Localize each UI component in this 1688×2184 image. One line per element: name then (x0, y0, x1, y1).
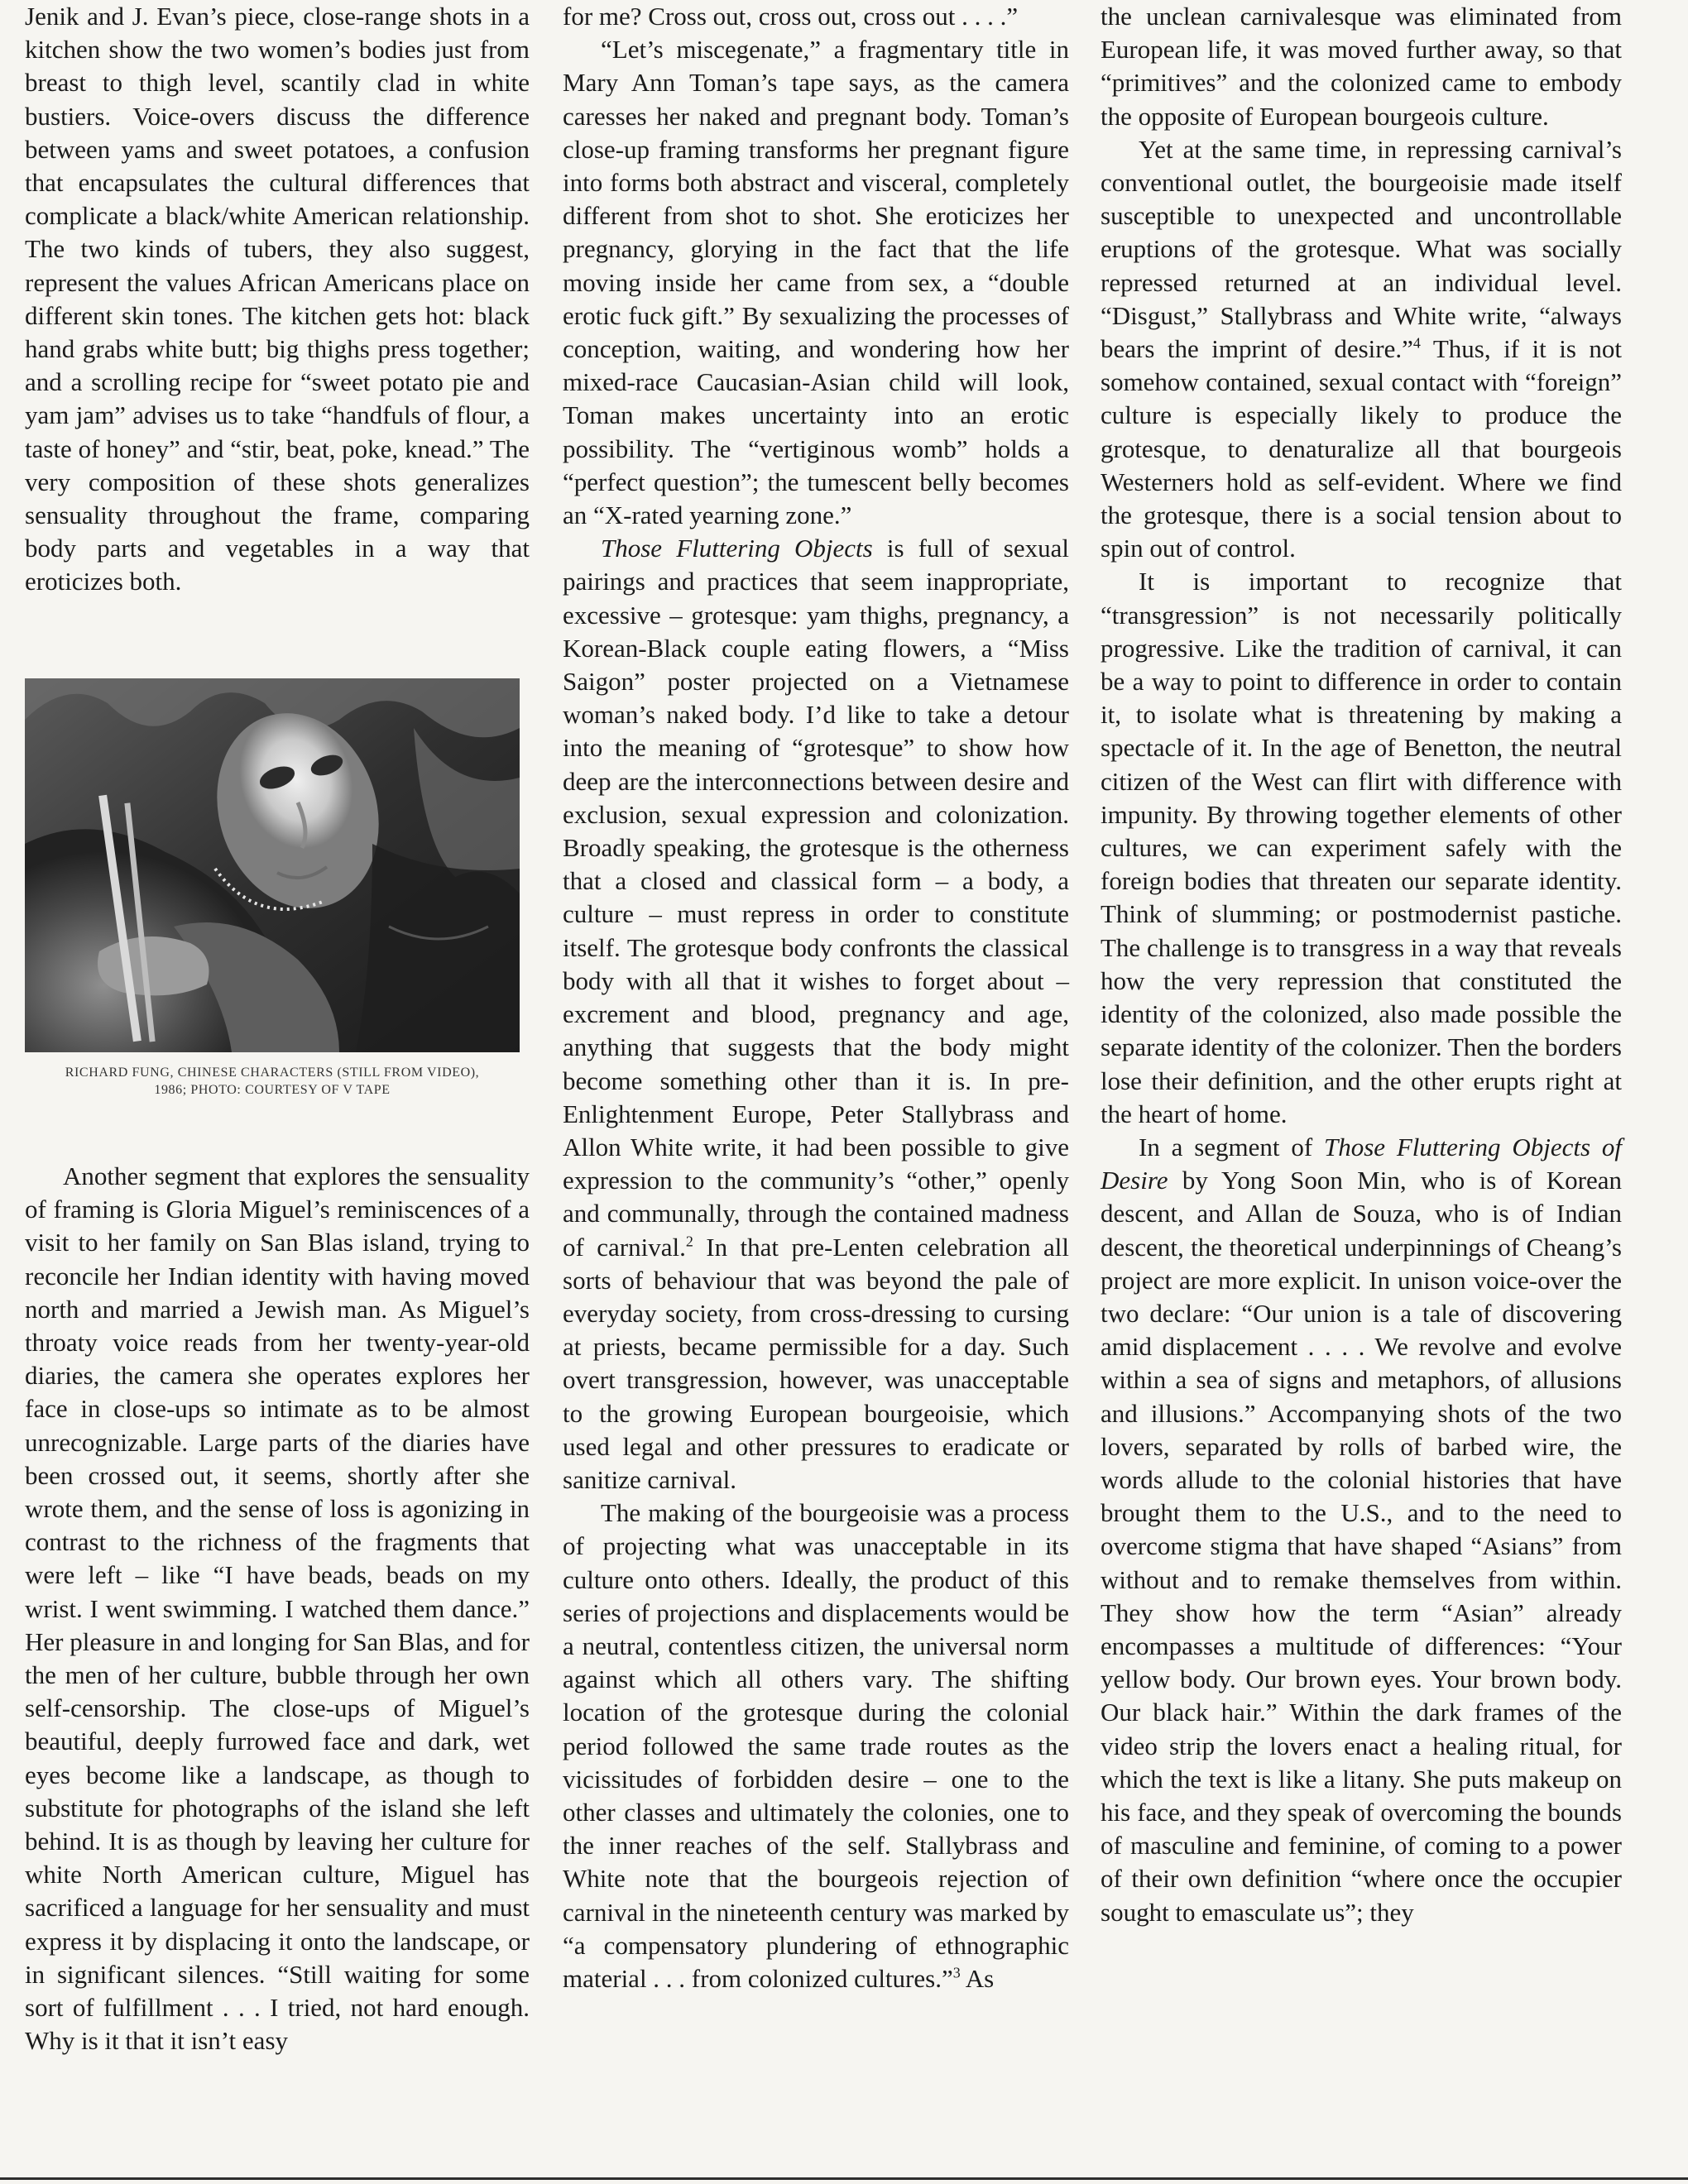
column-3-paragraph-1: the unclean carnivalesque was eliminated from European life, it was moved further away, so that “primitives” and the colonized came to embody the opposite of European bourgeois culture. (1101, 2, 1622, 131)
column-3-paragraph-3: It is important to recognize that “transgression” is not necessarily politically progressive. Like the tradition of carnival, it can be a way to point to difference in order to contain it, to isolate what is threatening by making a spectacle of it. In the age of Benetton, the neutral citizen of the West can flirt with difference with impunity. By throwing together elements of other cultures, we can experiment safely with the foreign bodies that threaten our separate identity. Think of slumming; or postmodernist pastiche. The challenge is to transgress in a way that reveals how the very repression that constituted the identity of the colonized, also made possible the separate identity of the colonizer. Then the borders lose their definition, and the other erupts right at the heart of home. (1101, 567, 1622, 1128)
footnote-marker: 2 (685, 1233, 693, 1250)
figure-caption (25, 1064, 520, 1099)
video-still-photo (25, 678, 520, 1052)
column-2-paragraph-1: for me? Cross out, cross out, cross out . . . .” (563, 2, 1019, 31)
column-3-paragraph-4-lead: In a segment of (1139, 1132, 1324, 1161)
footnote-marker: 4 (1412, 334, 1421, 352)
column-2-paragraph-3-body: is full of sexual pairings and practices that seem inappropriate, excessive – grotesque: yam thighs, pregnancy, a Korean-Black couple eating flowers, a “Miss Saigon” poster projected on a Vietnamese woman’s naked body. I’d like to take a detour into the meaning of “grotesque” to show how deep are the interconnections between desire and exclusion, sexual expression and colonization. Broadly speaking, the grotesque is the otherness that a closed and classical form – a body, a culture – must repress in order to constitute itself. The grotesque body confronts the classical body with all that it wishes to forget about – excrement and blood, pregnancy and age, anything that suggests that the body might become something other than it is. In pre-Enlightenment Europe, Peter Stallybrass and Allon White write, it had been possible to give expression to the community’s “other,” openly and communally, through the contained madness of carnival. (563, 534, 1069, 1262)
column-3-paragraph-2-body: Yet at the same time, in repressing carnival’s conventional outlet, the bourgeoisie made itself susceptible to unexpected and uncontrollable eruptions of the grotesque. What was socially repressed returned at an individual level. “Disgust,” Stallybrass and White write, “always bears the imprint of desire.” (1101, 134, 1622, 364)
column-2-paragraph-4 (563, 1497, 1069, 1995)
column-2-paragraph-4-body: The making of the bourgeoisie was a process of projecting what was unacceptable in its culture onto others. Ideally, the product of this series of projections and displacements would be a neutral, contentless citizen, the universal norm against which all others vary. The shifting location of the grotesque during the colonial period followed the same trade routes as the vicissitudes of forbidden desire – one to the other classes and ultimately the colonies, one to the inner reaches of the self. Stallybrass and White note that the bourgeois rejection of carnival in the nineteenth century was marked by “a compensatory plundering of ethnographic material . . . from colonized cultures.” (563, 1498, 1069, 1993)
column-3-paragraph-2 (1101, 133, 1622, 566)
column-3-paragraph-2-tail: Thus, if it is not somehow contained, sexual contact with “foreign” culture is especially likely to produce the grotesque, to denaturalize all that bourgeois Westerners hold as self-evident. Where we find the grotesque, there is a social tension about to spin out of control. (1101, 334, 1622, 563)
footnote-marker: 3 (952, 1964, 961, 1981)
column-2-paragraph-3 (563, 532, 1069, 1497)
column-2-paragraph-2: “Let’s miscegenate,” a fragmentary title in Mary Ann Toman’s tape says, as the camera caresses her naked and pregnant body. Toman’s close-up framing transforms her pregnant figure into forms both abstract and visceral, completely different from shot to shot. She eroticizes her pregnancy, glorying in the fact that the life moving inside her came from sex, a “double erotic fuck gift.” By sexualizing the processes of conception, waiting, and wondering how her mixed-race Caucasian-Asian child will look, Toman makes uncertainty into an erotic possibility. The “vertiginous womb” holds a “perfect question”; the tumescent belly becomes an “X-rated yearning zone.” (563, 35, 1069, 530)
column-3 (1101, 0, 1622, 1929)
column-2-paragraph-3-tail: In that pre-Lenten celebration all sorts of behaviour that was beyond the pale of everyday society, from cross-dressing to cursing at priests, became permissible for a day. Such overt transgression, however, was unacceptable to the growing European bourgeoisie, which used legal and other pressures to eradicate or sanitize carnival. (563, 1232, 1069, 1494)
column-3-paragraph-4-body: by Yong Soon Min, who is of Korean descent, and Allan de Souza, who is of Indian descent, the theoretical underpinnings of Cheang’s project are more explicit. In unison voice-over the two declare: “Our union is a tale of discovering amid displacement . . . . We revolve and evolve within a sea of signs and metaphors, of allusions and illusions.” Accompanying shots of the two lovers, separated by rolls of barbed wire, the words allude to the colonial histories that have brought them to the U.S., and to the need to overcome stigma that have shaped “Asians” from without and to remake themselves from within. They show how the term “Asian” already encompasses a multitude of differences: “Your yellow body. Our brown eyes. Your brown body. Our black hair.” Within the dark frames of the video strip the lovers enact a healing ritual, for which the text is like a litany. She puts makeup on his face, and they speak of overcoming the bounds of masculine and feminine, of coming to a power of their own definition “where once the occupier sought to emasculate us”; they (1101, 1166, 1622, 1927)
work-title: Those Fluttering Objects (601, 534, 873, 563)
caption-line-2: 1986; PHOTO: COURTESY OF V TAPE (154, 1083, 391, 1097)
page-bottom-rule (0, 2177, 1688, 2180)
column-2 (563, 0, 1069, 1995)
column-3-paragraph-4 (1101, 1131, 1622, 1929)
column-1-paragraph-top: Jenik and J. Evan’s piece, close-range shots in a kitchen show the two women’s bodies just from breast to thigh level, scantily clad in white bustiers. Voice-overs discuss the difference between yams and sweet potatoes, a confusion that encapsulates the cultural differences that complicate a black/white American relationship. The two kinds of tubers, they also suggest, represent the values African Americans place on different skin tones. The kitchen gets hot: black hand grabs white butt; big thighs press together; and a scrolling recipe for “sweet potato pie and yam jam” advises us to take “handfuls of flour, a taste of honey” and “stir, beat, poke, knead.” The very composition of these shots generalizes sensuality throughout the frame, comparing body parts and vegetables in a way that eroticizes both. (25, 2, 530, 596)
work-title: Those Fluttering Objects of Desire (1101, 1132, 1622, 1195)
column-2-paragraph-4-tail: As (960, 1963, 995, 1993)
video-still-figure (25, 678, 520, 1099)
column-1-paragraph-bottom: Another segment that explores the sensuality of framing is Gloria Miguel’s reminiscences of a visit to her family on San Blas island, trying to reconcile her Indian identity with having moved north and married a Jewish man. As Miguel’s throaty voice reads from her twenty-year-old diaries, the camera she operates explores her face in close-ups so intimate as to be almost unrecognizable. Large parts of the diaries have been crossed out, it seems, shortly after she wrote them, and the sense of loss is agonizing in contrast to the richness of the fragments that were left – like “I have beads, beads on my wrist. I went swimming. I watched them dance.” Her pleasure in and longing for San Blas, and for the men of her culture, bubble through her own self-censorship. The close-ups of Miguel’s beautiful, deeply furrowed face and dark, wet eyes become like a landscape, as though to substitute for photographs of the island she left behind. It is as though by leaving her culture for white North American culture, Miguel has sacrificed a language for her sensuality and must express it by displacing it onto the landscape, or in significant silences. “Still waiting for some sort of fulfillment . . . I tried, not hard enough. Why is it that it isn’t easy (25, 1161, 530, 2056)
caption-line-1: RICHARD FUNG, CHINESE CHARACTERS (STILL FROM VIDEO), (65, 1066, 480, 1080)
video-still-image (25, 678, 520, 1052)
